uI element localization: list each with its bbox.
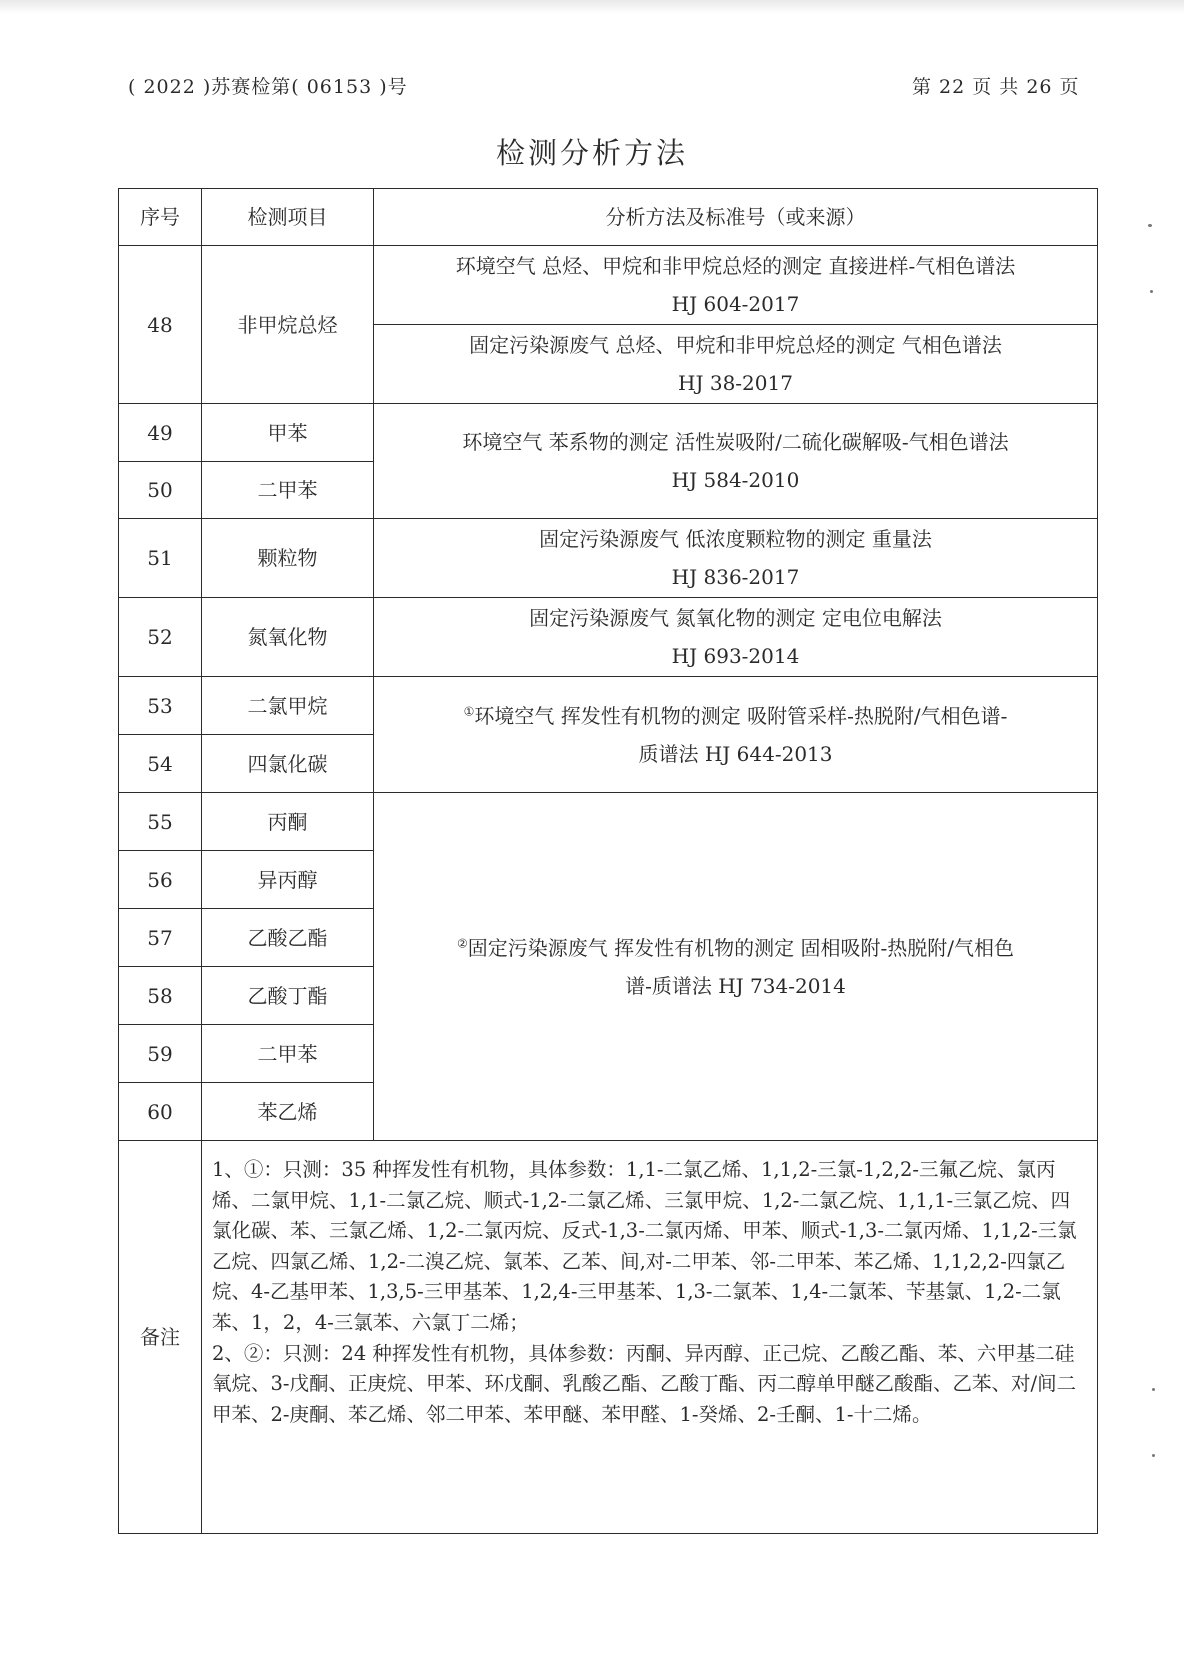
item-name: 四氯化碳 bbox=[202, 735, 374, 793]
method-standard: HJ 584-2010 bbox=[671, 468, 800, 492]
table-row bbox=[119, 598, 1098, 677]
table-row bbox=[119, 793, 1098, 851]
table-row bbox=[119, 677, 1098, 735]
item-name: 乙酸丁酯 bbox=[202, 967, 374, 1025]
item-name: 甲苯 bbox=[202, 404, 374, 462]
remarks-cell bbox=[202, 1141, 1098, 1534]
item-number: 49 bbox=[119, 404, 202, 462]
item-number: 56 bbox=[119, 851, 202, 909]
method-standard: HJ 693-2014 bbox=[671, 644, 800, 668]
method-name: 环境空气 总烃、甲烷和非甲烷总烃的测定 直接进样-气相色谱法 bbox=[455, 254, 1016, 278]
item-number: 53 bbox=[119, 677, 202, 735]
item-number: 57 bbox=[119, 909, 202, 967]
column-header-number: 序号 bbox=[119, 189, 202, 246]
method-standard: HJ 38-2017 bbox=[678, 371, 793, 395]
method-standard: HJ 836-2017 bbox=[671, 565, 800, 589]
remarks-label: 备注 bbox=[119, 1141, 202, 1534]
footnote-mark: ① bbox=[463, 703, 475, 718]
footnote-mark: ② bbox=[457, 935, 468, 950]
method-cell bbox=[374, 404, 1098, 519]
scan-speck bbox=[1152, 1454, 1155, 1457]
methods-table bbox=[118, 188, 1098, 1534]
table-row bbox=[119, 519, 1098, 598]
item-name: 二氯甲烷 bbox=[202, 677, 374, 735]
item-number: 52 bbox=[119, 598, 202, 677]
column-header-method: 分析方法及标准号（或来源） bbox=[374, 189, 1098, 246]
item-number: 59 bbox=[119, 1025, 202, 1083]
method-name bbox=[384, 929, 1087, 967]
method-name bbox=[384, 697, 1087, 735]
item-number: 55 bbox=[119, 793, 202, 851]
method-cell bbox=[374, 246, 1098, 325]
remark-2: 2、②：只测：24 种挥发性有机物，具体参数：丙酮、异丙醇、正己烷、乙酸乙酯、苯、六甲基二硅氧烷、3-戊酮、正庚烷、甲苯、环戊酮、乳酸乙酯、乙酸丁酯、丙二醇单甲醚乙酸酯、乙苯、对/间二甲苯、2-庚酮、苯乙烯、邻二甲苯、苯甲醚、苯甲醛、1-癸烯、2-壬酮、1-十二烯。 bbox=[212, 1341, 1077, 1426]
method-name: 环境空气 苯系物的测定 活性炭吸附/二硫化碳解吸-气相色谱法 bbox=[462, 430, 1009, 454]
item-name: 二甲苯 bbox=[202, 1025, 374, 1083]
method-cell bbox=[374, 793, 1098, 1141]
method-cell bbox=[374, 519, 1098, 598]
method-name-text: 环境空气 挥发性有机物的测定 吸附管采样-热脱附/气相色谱- bbox=[474, 703, 1008, 728]
item-name: 异丙醇 bbox=[202, 851, 374, 909]
page-indicator: 第 22 页 共 26 页 bbox=[912, 76, 1080, 98]
method-cell bbox=[374, 598, 1098, 677]
table-row bbox=[119, 246, 1098, 325]
method-standard: HJ 604-2017 bbox=[671, 292, 800, 316]
item-name: 颗粒物 bbox=[202, 519, 374, 598]
item-name: 丙酮 bbox=[202, 793, 374, 851]
scan-speck bbox=[1148, 224, 1152, 227]
method-cell bbox=[374, 325, 1098, 404]
item-number: 60 bbox=[119, 1083, 202, 1141]
method-name: 固定污染源废气 低浓度颗粒物的测定 重量法 bbox=[539, 527, 932, 551]
method-standard: 质谱法 HJ 644-2013 bbox=[638, 741, 833, 766]
method-name-text: 固定污染源废气 挥发性有机物的测定 固相吸附-热脱附/气相色 bbox=[467, 935, 1014, 960]
item-number: 51 bbox=[119, 519, 202, 598]
item-number: 58 bbox=[119, 967, 202, 1025]
column-header-item: 检测项目 bbox=[202, 189, 374, 246]
item-name: 苯乙烯 bbox=[202, 1083, 374, 1141]
method-name: 固定污染源废气 总烃、甲烷和非甲烷总烃的测定 气相色谱法 bbox=[469, 333, 1002, 357]
item-number: 54 bbox=[119, 735, 202, 793]
item-name: 非甲烷总烃 bbox=[202, 246, 374, 404]
report-number: ( 2022 )苏赛检第( 06153 )号 bbox=[128, 76, 408, 98]
method-standard: 谱-质谱法 HJ 734-2014 bbox=[625, 973, 846, 998]
scan-speck bbox=[1152, 1388, 1155, 1391]
page-title: 检测分析方法 bbox=[495, 136, 688, 170]
table-header-row bbox=[119, 189, 1098, 246]
remarks-row bbox=[119, 1141, 1098, 1534]
item-number: 50 bbox=[119, 462, 202, 519]
item-name: 氮氧化物 bbox=[202, 598, 374, 677]
method-cell bbox=[374, 677, 1098, 793]
scan-edge bbox=[0, 0, 1184, 14]
item-name: 乙酸乙酯 bbox=[202, 909, 374, 967]
item-name: 二甲苯 bbox=[202, 462, 374, 519]
item-number: 48 bbox=[119, 246, 202, 404]
table-row bbox=[119, 404, 1098, 462]
method-name: 固定污染源废气 氮氧化物的测定 定电位电解法 bbox=[529, 606, 942, 630]
scan-speck bbox=[1150, 290, 1153, 293]
remark-1: 1、①：只测：35 种挥发性有机物，具体参数：1,1-二氯乙烯、1,1,2-三氯-1,2,2-三氟乙烷、氯丙烯、二氯甲烷、1,1-二氯乙烷、顺式-1,2-二氯乙烯、三氯甲烷、1,2-二氯乙烷、1,1,1-三氯乙烷、四氯化碳、苯、三氯乙烯、1,2-二氯丙烷、反式-1,3-二氯丙烯、甲苯、顺式-1,3-二氯丙烯、1,1,2-三氯乙烷、四氯乙烯、1,2-二溴乙烷、氯苯、乙苯、间,对-二甲苯、邻-二甲苯、苯乙烯、1,1,2,2-四氯乙烷、4-乙基甲苯、1,3,5-三甲基苯、1,2,4-三甲基苯、1,3-二氯苯、1,4-二氯苯、苄基氯、1,2-二氯苯、1，2，4-三氯苯、六氯丁二烯； bbox=[212, 1158, 1077, 1334]
